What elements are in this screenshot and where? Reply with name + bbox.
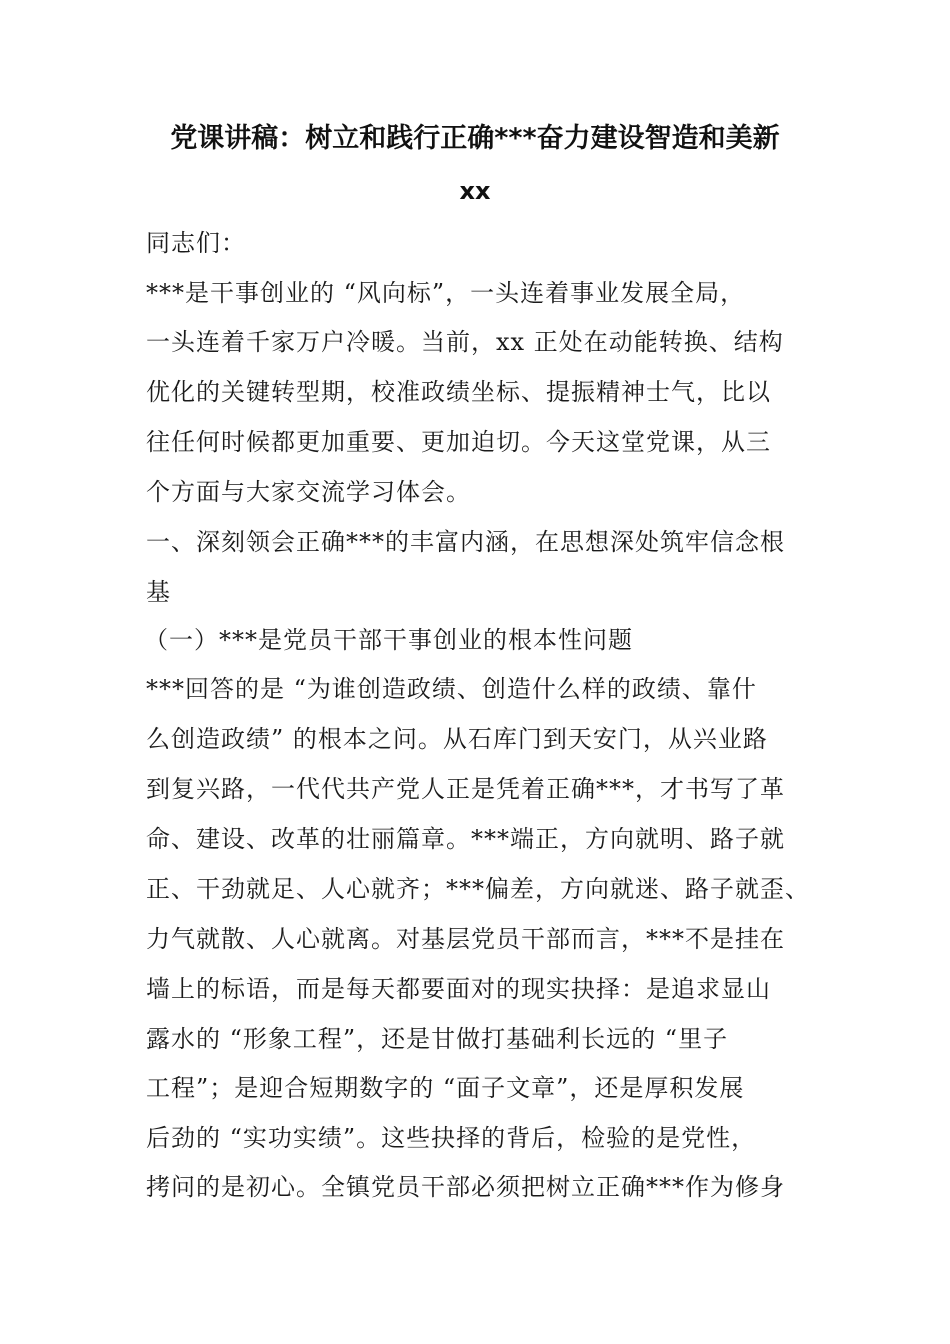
paragraph-line: 么创造政绩” 的根本之问。从石库门到天安门，从兴业路 xyxy=(146,725,768,753)
paragraph-line: 个方面与大家交流学习体会。 xyxy=(146,478,471,506)
paragraph-line: 后劲的 “实功实绩”。这些抉择的背后，检验的是党性， xyxy=(146,1124,757,1152)
paragraph-line: 一头连着千家万户冷暖。当前，xx 正处在动能转换、结构 xyxy=(146,328,784,356)
document-title-line-2: xx xyxy=(459,177,491,205)
section-heading-line: 一、深刻领会正确***的丰富内涵，在思想深处筑牢信念根 xyxy=(146,528,785,556)
paragraph-line: 命、建设、改革的壮丽篇章。***端正，方向就明、路子就 xyxy=(146,825,785,853)
paragraph-line: 墙上的标语，而是每天都要面对的现实抉择：是追求显山 xyxy=(146,975,771,1003)
paragraph-line: 正、干劲就足、人心就齐；***偏差，方向就迷、路子就歪、 xyxy=(146,875,810,903)
subsection-heading: （一）***是党员干部干事创业的根本性问题 xyxy=(144,626,633,654)
paragraph-line: 工程”；是迎合短期数字的 “面子文章”，还是厚积发展 xyxy=(146,1074,745,1102)
paragraph-line: 往任何时候都更加重要、更加迫切。今天这堂党课，从三 xyxy=(146,428,771,456)
paragraph-line: 力气就散、人心就离。对基层党员干部而言，***不是挂在 xyxy=(146,925,785,953)
paragraph-line: 拷问的是初心。全镇党员干部必须把树立正确***作为修身 xyxy=(146,1173,785,1201)
paragraph-line: ***回答的是 “为谁创造政绩、创造什么样的政绩、靠什 xyxy=(146,675,757,703)
document-title-line-1: 党课讲稿：树立和践行正确***奋力建设智造和美新 xyxy=(170,123,780,154)
section-heading-line: 基 xyxy=(146,578,171,606)
paragraph-line: 优化的关键转型期，校准政绩坐标、提振精神士气，比以 xyxy=(146,378,771,406)
paragraph-line: 到复兴路，一代代共产党人正是凭着正确***，才书写了革 xyxy=(146,775,785,803)
paragraph-line: 露水的 “形象工程”，还是甘做打基础利长远的 “里子 xyxy=(146,1025,729,1053)
salutation: 同志们： xyxy=(146,229,246,257)
paragraph-line: ***是干事创业的 “风向标”，一头连着事业发展全局， xyxy=(146,279,746,307)
